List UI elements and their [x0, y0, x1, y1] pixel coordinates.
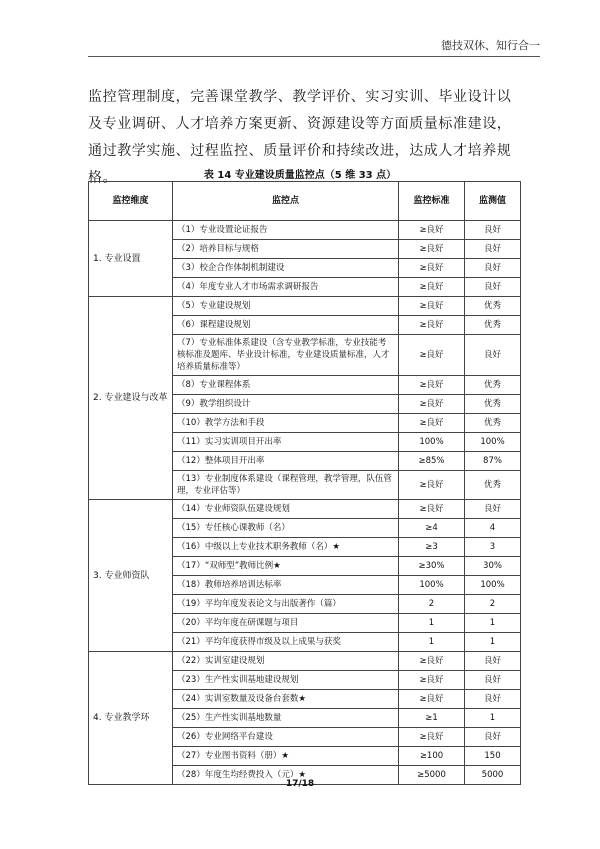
- standard-cell: 100%: [399, 576, 465, 595]
- point-cell: （21）平均年度获得市级及以上成果与获奖: [173, 633, 399, 652]
- table-body: [89, 221, 521, 785]
- value-cell: 100%: [465, 576, 521, 595]
- standard-cell: ≥良好: [399, 414, 465, 433]
- standard-cell: ≥良好: [399, 671, 465, 690]
- point-cell: （17）“双师型”教师比例★: [173, 557, 399, 576]
- quality-monitoring-table: [88, 181, 521, 785]
- standard-cell: 1: [399, 633, 465, 652]
- point-cell: （24）实训室数量及设备台套数★: [173, 690, 399, 709]
- standard-cell: ≥5000: [399, 766, 465, 785]
- value-cell: 良好: [465, 335, 521, 376]
- standard-cell: ≥良好: [399, 500, 465, 519]
- point-cell: （15）专任核心课教师（名）: [173, 519, 399, 538]
- point-cell: （25）生产性实训基地数量: [173, 709, 399, 728]
- standard-cell: ≥1: [399, 709, 465, 728]
- value-cell: 优秀: [465, 471, 521, 500]
- point-cell: （13）专业制度体系建设（课程管理，教学管理，队伍管理，专业评估等）: [173, 471, 399, 500]
- standard-cell: ≥良好: [399, 728, 465, 747]
- value-cell: 良好: [465, 671, 521, 690]
- page-number: 17/18: [285, 779, 315, 789]
- dimension-cell: 2. 专业建设与改革: [89, 297, 173, 500]
- value-cell: 良好: [465, 240, 521, 259]
- value-cell: 优秀: [465, 316, 521, 335]
- point-cell: （23）生产性实训基地建设规划: [173, 671, 399, 690]
- value-cell: 30%: [465, 557, 521, 576]
- point-cell: （18）教师培养培训达标率: [173, 576, 399, 595]
- standard-cell: ≥良好: [399, 297, 465, 316]
- value-cell: 4: [465, 519, 521, 538]
- value-cell: 良好: [465, 500, 521, 519]
- point-cell: （9）教学组织设计: [173, 395, 399, 414]
- page-header: [0, 0, 600, 60]
- header-divider: [88, 56, 540, 57]
- standard-cell: ≥3: [399, 538, 465, 557]
- standard-cell: ≥良好: [399, 376, 465, 395]
- standard-cell: 1: [399, 614, 465, 633]
- standard-cell: ≥良好: [399, 690, 465, 709]
- value-cell: 优秀: [465, 376, 521, 395]
- value-cell: 1: [465, 614, 521, 633]
- point-cell: （28）年度生均经费投入（元）★: [173, 766, 399, 785]
- standard-cell: 100%: [399, 433, 465, 452]
- header-point: 监控点: [173, 182, 399, 221]
- value-cell: 1: [465, 709, 521, 728]
- standard-cell: ≥良好: [399, 259, 465, 278]
- standard-cell: ≥良好: [399, 471, 465, 500]
- point-cell: （5）专业建设规划: [173, 297, 399, 316]
- value-cell: 良好: [465, 221, 521, 240]
- value-cell: 3: [465, 538, 521, 557]
- point-cell: （11）实习实训项目开出率: [173, 433, 399, 452]
- dimension-cell: 3. 专业师资队: [89, 500, 173, 652]
- value-cell: 良好: [465, 259, 521, 278]
- dimension-cell: 1. 专业设置: [89, 221, 173, 297]
- point-cell: （20）平均年度在研课题与项目: [173, 614, 399, 633]
- value-cell: 2: [465, 595, 521, 614]
- point-cell: （22）实训室建设规划: [173, 652, 399, 671]
- value-cell: 5000: [465, 766, 521, 785]
- point-cell: （4）年度专业人才市场需求调研报告: [173, 278, 399, 297]
- value-cell: 优秀: [465, 297, 521, 316]
- table-row: [89, 500, 521, 519]
- point-cell: （16）中级以上专业技术职务教师（名）★: [173, 538, 399, 557]
- header-value: 监测值: [465, 182, 521, 221]
- point-cell: （3）校企合作体制机制建设: [173, 259, 399, 278]
- standard-cell: ≥良好: [399, 316, 465, 335]
- standard-cell: ≥良好: [399, 335, 465, 376]
- standard-cell: ≥85%: [399, 452, 465, 471]
- header-dimension: 监控维度: [89, 182, 173, 221]
- standard-cell: ≥良好: [399, 395, 465, 414]
- standard-cell: ≥4: [399, 519, 465, 538]
- intro-paragraph: 监控管理制度，完善课堂教学、教学评价、实习实训、毕业设计以及专业调研、人才培养方案更新、资源建设等方面质量标准建设，通过教学实施、过程监控、质量评价和持续改进，达成人才培养规格。: [88, 89, 512, 186]
- point-cell: （12）整体项目开出率: [173, 452, 399, 471]
- point-cell: （26）专业网络平台建设: [173, 728, 399, 747]
- value-cell: 150: [465, 747, 521, 766]
- value-cell: 优秀: [465, 395, 521, 414]
- standard-cell: ≥30%: [399, 557, 465, 576]
- table-header-row: [89, 182, 521, 221]
- standard-cell: ≥良好: [399, 240, 465, 259]
- standard-cell: ≥良好: [399, 278, 465, 297]
- standard-cell: 2: [399, 595, 465, 614]
- dimension-cell: 4. 专业教学环: [89, 652, 173, 785]
- point-cell: （7）专业标准体系建设（含专业教学标准，专业技能考核标准及题库、毕业设计标准，专业建设质量标准，人才培养质量标准等）: [173, 335, 399, 376]
- standard-cell: ≥100: [399, 747, 465, 766]
- point-cell: （6）课程建设规划: [173, 316, 399, 335]
- value-cell: 良好: [465, 652, 521, 671]
- point-cell: （1）专业设置论证报告: [173, 221, 399, 240]
- point-cell: （10）教学方法和手段: [173, 414, 399, 433]
- point-cell: （19）平均年度发表论文与出版著作（篇）: [173, 595, 399, 614]
- table-row: [89, 221, 521, 240]
- header-standard: 监控标准: [399, 182, 465, 221]
- value-cell: 100%: [465, 433, 521, 452]
- table-row: [89, 652, 521, 671]
- table-row: [89, 297, 521, 316]
- value-cell: 87%: [465, 452, 521, 471]
- point-cell: （2）培养目标与规格: [173, 240, 399, 259]
- value-cell: 良好: [465, 728, 521, 747]
- header-title: 德技双休、知行合一: [441, 39, 540, 52]
- value-cell: 良好: [465, 690, 521, 709]
- point-cell: （8）专业课程体系: [173, 376, 399, 395]
- standard-cell: ≥良好: [399, 221, 465, 240]
- value-cell: 优秀: [465, 414, 521, 433]
- value-cell: 良好: [465, 278, 521, 297]
- point-cell: （14）专业师资队伍建设规划: [173, 500, 399, 519]
- value-cell: 1: [465, 633, 521, 652]
- table-caption: 表 14 专业建设质量监控点（5 维 33 点）: [203, 170, 397, 181]
- standard-cell: ≥良好: [399, 652, 465, 671]
- point-cell: （27）专业图书资料（册）★: [173, 747, 399, 766]
